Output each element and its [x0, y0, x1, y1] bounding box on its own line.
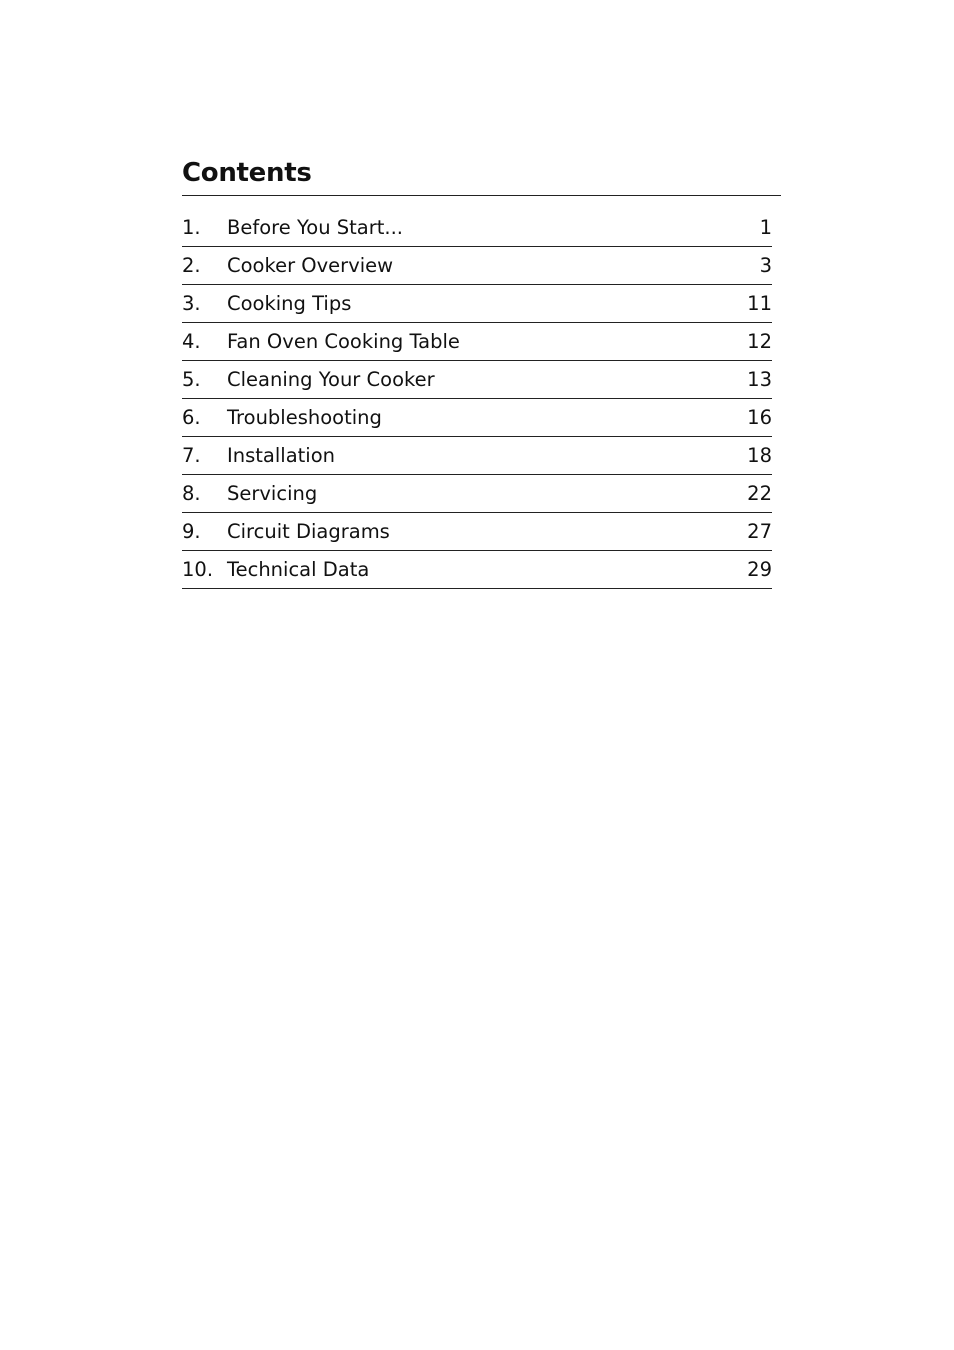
toc-entry-number: 8. — [182, 482, 201, 505]
toc-entry[interactable] — [182, 551, 772, 589]
toc-entry-label: Before You Start... — [227, 216, 403, 239]
toc-entry-page: 27 — [747, 520, 772, 543]
toc-entry-page: 11 — [747, 292, 772, 315]
toc-entry-number: 9. — [182, 520, 201, 543]
toc-entry-label: Circuit Diagrams — [227, 520, 390, 543]
toc-entry-label: Fan Oven Cooking Table — [227, 330, 460, 353]
toc-entry-page: 12 — [747, 330, 772, 353]
toc-entry-number: 2. — [182, 254, 201, 277]
toc-entry-page: 29 — [747, 558, 772, 581]
toc-entry-number: 4. — [182, 330, 201, 353]
toc-entry-number: 6. — [182, 406, 201, 429]
toc-entry-number: 10. — [182, 558, 214, 581]
table-of-contents — [182, 209, 772, 589]
toc-entry[interactable] — [182, 437, 772, 475]
toc-entry[interactable] — [182, 513, 772, 551]
toc-entry[interactable] — [182, 475, 772, 513]
toc-entry-label: Troubleshooting — [227, 406, 382, 429]
toc-entry[interactable] — [182, 209, 772, 247]
toc-entry-label: Cleaning Your Cooker — [227, 368, 435, 391]
page-title: Contents — [182, 158, 312, 188]
toc-entry-page: 13 — [747, 368, 772, 391]
toc-entry-number: 1. — [182, 216, 201, 239]
toc-entry-page: 16 — [747, 406, 772, 429]
toc-entry-number: 5. — [182, 368, 201, 391]
toc-entry[interactable] — [182, 323, 772, 361]
toc-entry[interactable] — [182, 399, 772, 437]
toc-entry-label: Technical Data — [227, 558, 370, 581]
toc-entry-page: 3 — [759, 254, 772, 277]
toc-entry-label: Cooking Tips — [227, 292, 352, 315]
title-divider — [182, 195, 781, 196]
toc-entry-number: 3. — [182, 292, 201, 315]
toc-entry-label: Installation — [227, 444, 336, 467]
toc-entry-label: Cooker Overview — [227, 254, 394, 277]
toc-entry[interactable] — [182, 247, 772, 285]
toc-entry-page: 1 — [759, 216, 772, 239]
toc-entry[interactable] — [182, 361, 772, 399]
toc-entry-page: 18 — [747, 444, 772, 467]
toc-entry[interactable] — [182, 285, 772, 323]
toc-entry-number: 7. — [182, 444, 201, 467]
toc-entry-page: 22 — [747, 482, 772, 505]
toc-entry-label: Servicing — [227, 482, 318, 505]
